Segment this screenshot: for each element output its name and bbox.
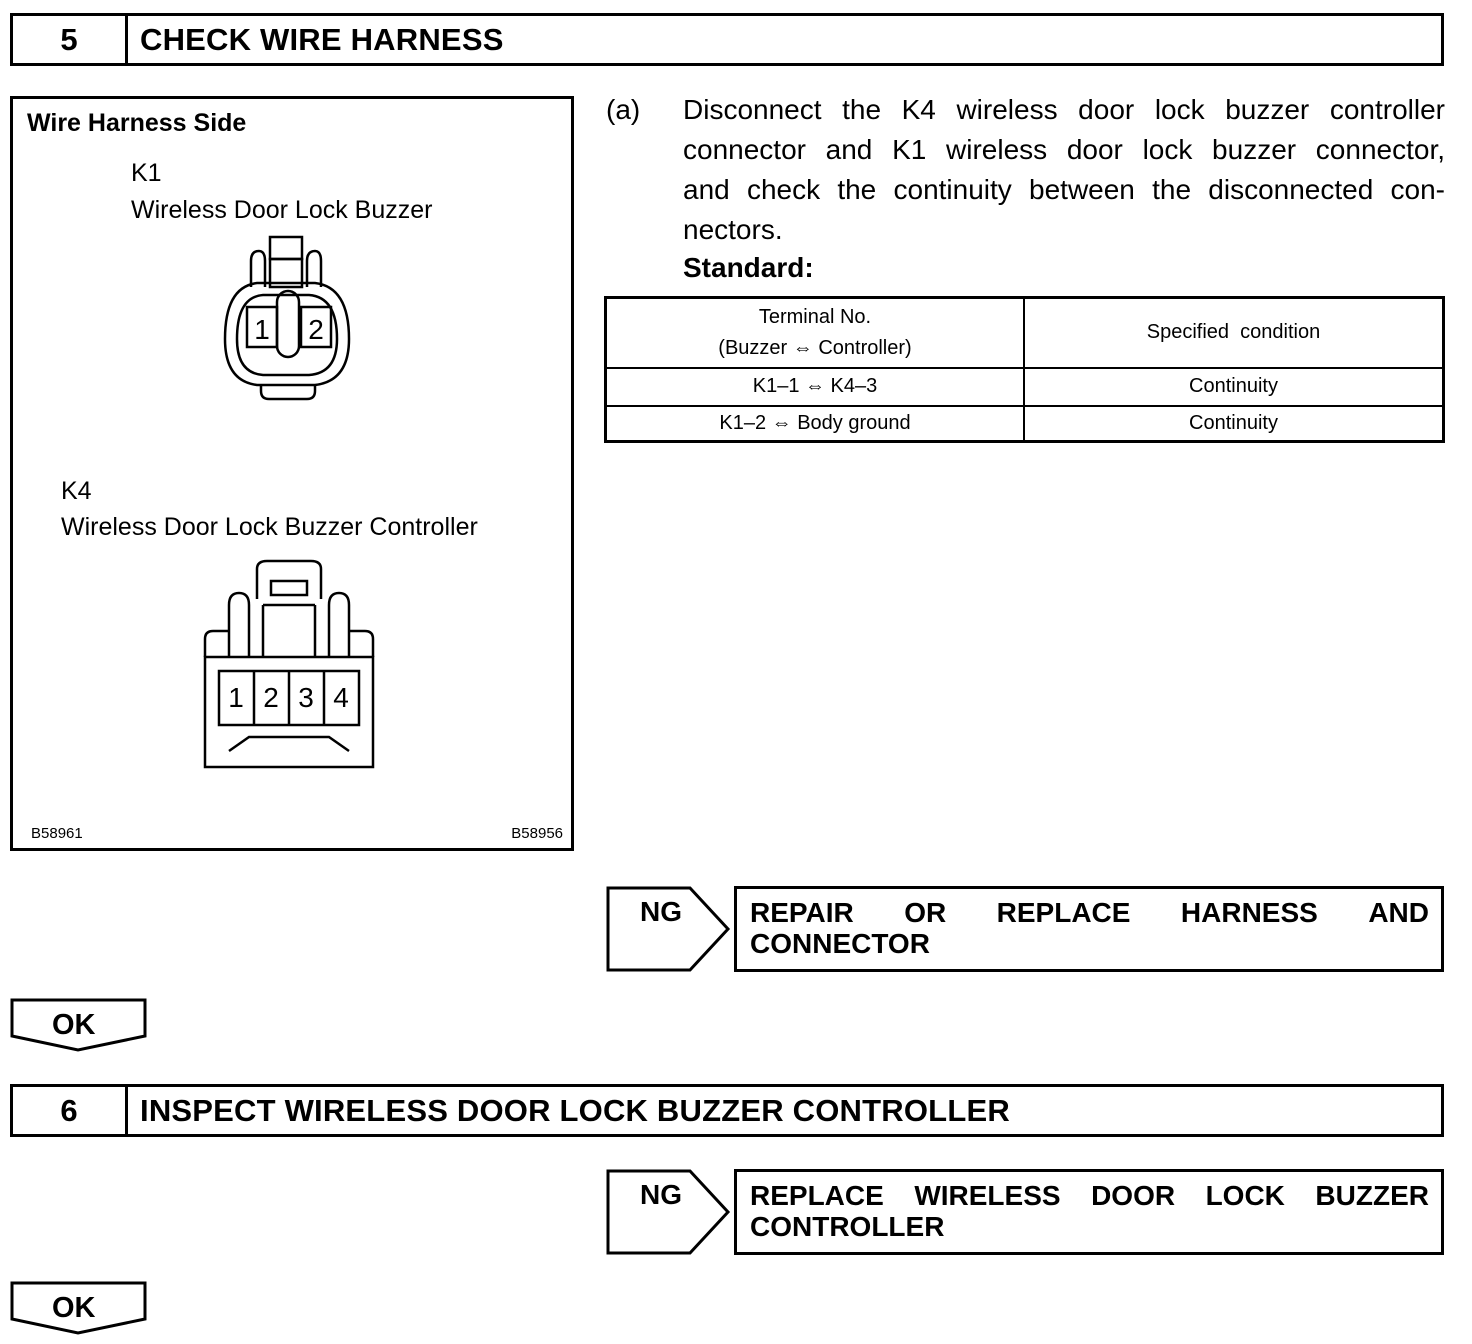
standard-label: Standard: — [683, 252, 814, 283]
step-6-header — [10, 1084, 1444, 1137]
k1-connector-diagram — [203, 231, 373, 401]
k1-pin-2: 2 — [308, 314, 324, 345]
ng-result-line-1 — [750, 897, 1429, 928]
ng-result-word: OR — [904, 897, 947, 928]
ng-result-word: HARNESS — [1180, 897, 1318, 928]
ng-label-6: NG — [640, 1179, 682, 1210]
spec-table-header — [606, 298, 1444, 368]
k1-name: Wireless Door Lock Buzzer — [131, 196, 433, 224]
row-1-condition: Continuity — [1024, 368, 1444, 406]
spec-table — [604, 296, 1445, 443]
k4-pin-3: 3 — [298, 682, 314, 713]
instruction-paragraph — [683, 90, 1445, 250]
ng-result-box-5 — [734, 886, 1444, 972]
ng-result-word: BUZZER — [1315, 1180, 1429, 1211]
ng-result-word: WIRELESS — [914, 1180, 1061, 1211]
ng-result-word: REPLACE — [750, 1180, 884, 1211]
header-terminal — [606, 298, 1025, 368]
ng-result-word: AND — [1368, 897, 1429, 928]
ng-result-line-2: CONNECTOR — [750, 928, 930, 959]
instruction-marker: (a) — [606, 94, 641, 125]
figure-code-right: B58956 — [511, 825, 563, 842]
row-1-terminal: K1–1 ⇔ K4–3 — [606, 368, 1025, 406]
ng-result-line-1 — [750, 1180, 1429, 1211]
k1-pin-1: 1 — [254, 314, 270, 345]
k1-code: K1 — [131, 159, 162, 187]
step-5-header — [10, 13, 1444, 66]
instruction-line-2: connector and K1 wireless door lock buzzer connector, — [683, 134, 1445, 165]
ng-result-word: REPAIR — [750, 897, 854, 928]
k4-pin-1: 1 — [228, 682, 244, 713]
header-terminal-line-1: Terminal No. — [758, 305, 872, 328]
k4-name: Wireless Door Lock Buzzer Controller — [61, 513, 478, 541]
instruction-line-4: nectors. — [683, 214, 783, 245]
wire-harness-figure — [10, 96, 574, 851]
step-6-title: INSPECT WIRELESS DOOR LOCK BUZZER CONTROLLER — [140, 1092, 1010, 1128]
k4-pin-2: 2 — [263, 682, 279, 713]
k4-pin-4: 4 — [333, 682, 349, 713]
ng-result-word: DOOR — [1091, 1180, 1176, 1211]
instruction-line-1: Disconnect the K4 wireless door lock buzzer controller — [683, 94, 1445, 125]
row-2-terminal: K1–2 ⇔ Body ground — [606, 406, 1025, 442]
ng-result-line-2: CONTROLLER — [750, 1211, 945, 1242]
step-6-number: 6 — [13, 1087, 128, 1134]
header-condition: Specified condition — [1024, 298, 1444, 368]
instruction-line-3: and check the continuity between the disconnected con- — [683, 174, 1445, 205]
table-row — [606, 368, 1444, 406]
row-2-condition: Continuity — [1024, 406, 1444, 442]
figure-heading: Wire Harness Side — [27, 109, 247, 137]
table-row — [606, 406, 1444, 442]
figure-code-left: B58961 — [31, 825, 83, 842]
ok-label-5: OK — [52, 1009, 96, 1041]
ng-result-word: LOCK — [1205, 1180, 1285, 1211]
k4-connector-diagram — [199, 557, 379, 773]
step-5-number: 5 — [13, 16, 128, 63]
ng-result-box-6 — [734, 1169, 1444, 1255]
ng-result-word: REPLACE — [996, 897, 1131, 928]
header-terminal-line-2: (Buzzer ⇔ Controller) — [718, 336, 912, 359]
ok-label-6: OK — [52, 1292, 96, 1324]
ng-label-5: NG — [640, 896, 682, 927]
step-5-title: CHECK WIRE HARNESS — [140, 21, 504, 57]
k4-code: K4 — [61, 477, 92, 505]
